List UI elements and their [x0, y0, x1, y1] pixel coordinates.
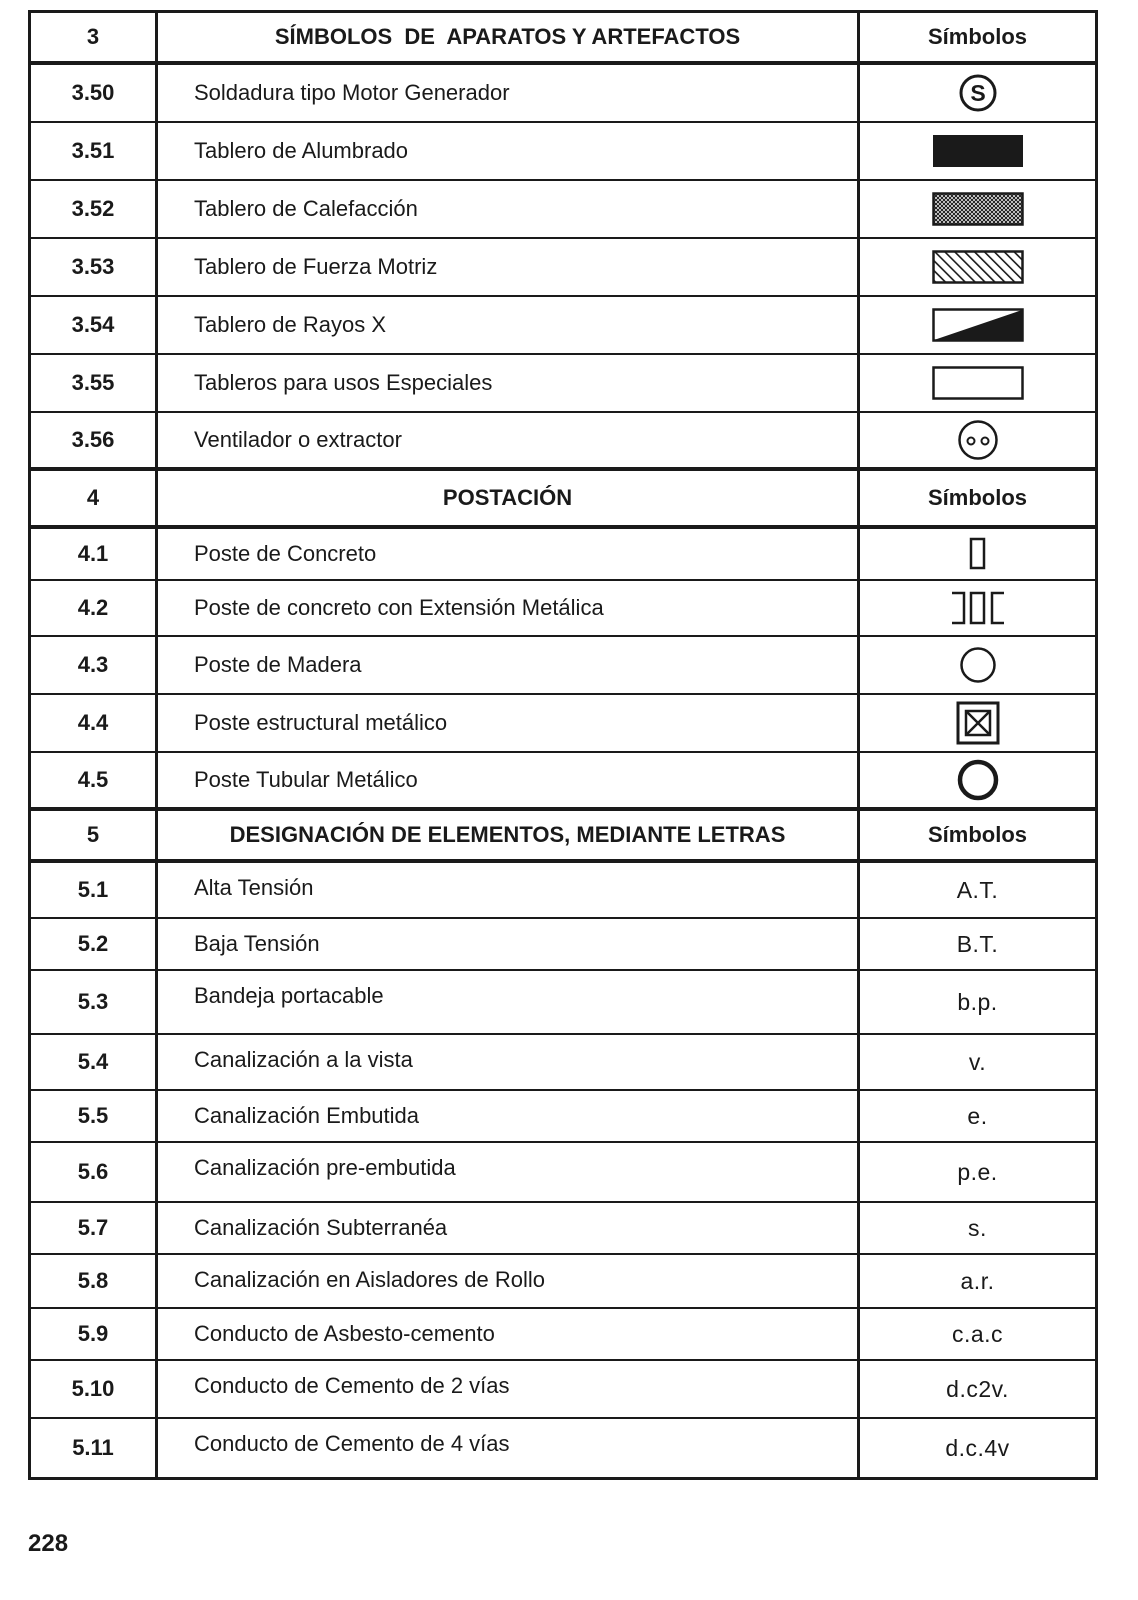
table-row: [31, 297, 1095, 355]
table-row: [31, 971, 1095, 1035]
item-description: [158, 1091, 860, 1141]
circled-s-glyph: S: [969, 80, 986, 106]
table-row: [31, 1309, 1095, 1361]
symbols-column-header: Símbolos: [927, 485, 1027, 510]
symbols-column-header: Símbolos: [927, 24, 1027, 49]
page-number: 228: [28, 1530, 69, 1557]
item-number: 5.5: [31, 1091, 158, 1141]
section-number: 5: [31, 811, 158, 859]
half-triangle-rectangle-icon: [932, 308, 1024, 342]
item-number: 3.53: [31, 239, 158, 295]
boxed-x-icon: [956, 701, 1000, 745]
item-symbol: b.p.: [957, 988, 998, 1015]
item-symbol: c.a.c: [951, 1320, 1004, 1347]
item-number: 5.4: [31, 1035, 158, 1089]
item-description-text: Baja Tensión: [194, 931, 320, 956]
table-row: [31, 1419, 1095, 1477]
item-symbol: [860, 355, 1095, 411]
item-symbol: d.c.4v: [945, 1434, 1010, 1461]
item-symbol: [860, 297, 1095, 353]
item-description: Tablero de Rayos X: [158, 297, 860, 353]
item-description-text: Canalización Subterranéa: [194, 1215, 448, 1240]
item-symbol: [860, 695, 1095, 751]
item-description-text: Canalización Embutida: [194, 1103, 420, 1128]
item-symbol: [860, 181, 1095, 237]
item-number: 5.1: [31, 863, 158, 917]
circled-s-icon: [958, 73, 998, 113]
table-row: [31, 239, 1095, 297]
item-description-text: Conducto de Cemento de 4 vías: [194, 1431, 510, 1456]
item-description: Ventilador o extractor: [158, 413, 860, 467]
item-symbol: p.e.: [957, 1158, 998, 1185]
crosshatched-rectangle-icon: [932, 192, 1024, 226]
table-row: [31, 919, 1095, 971]
item-description: Poste de Madera: [158, 637, 860, 693]
section-title: SÍMBOLOS DE APARATOS Y ARTEFACTOS: [158, 13, 860, 61]
symbols-table: [28, 10, 1098, 1480]
item-description: [158, 971, 860, 1033]
table-row: [31, 123, 1095, 181]
item-symbol: [860, 65, 1095, 121]
table-row: [31, 529, 1095, 581]
item-description: Poste Tubular Metálico: [158, 753, 860, 807]
table-row: [31, 753, 1095, 811]
item-number: 5.7: [31, 1203, 158, 1253]
item-number: 5.6: [31, 1143, 158, 1201]
item-symbol: [860, 753, 1095, 807]
item-number: 5.8: [31, 1255, 158, 1307]
item-description: [158, 1309, 860, 1359]
table-row: [31, 1091, 1095, 1143]
bracketed-rectangle-icon: [950, 590, 1006, 626]
circle-two-dots-icon: [957, 419, 999, 461]
item-number: 4.2: [31, 581, 158, 635]
item-description: [158, 1361, 860, 1417]
table-row: [31, 1255, 1095, 1309]
diagonal-hatched-rectangle-icon: [932, 250, 1024, 284]
item-description: [158, 919, 860, 969]
item-symbol: [860, 239, 1095, 295]
item-description-text: Canalización en Aisladores de Rollo: [194, 1267, 545, 1292]
item-description-text: Bandeja portacable: [194, 983, 384, 1008]
item-number: 3.51: [31, 123, 158, 179]
section-title: DESIGNACIÓN DE ELEMENTOS, MEDIANTE LETRAS: [158, 811, 860, 859]
item-number: 3.55: [31, 355, 158, 411]
item-description-text: Canalización pre-embutida: [194, 1155, 456, 1180]
item-number: 4.3: [31, 637, 158, 693]
item-symbol: e.: [967, 1102, 988, 1129]
item-description: Tablero de Calefacción: [158, 181, 860, 237]
small-rectangle-icon: [969, 537, 987, 571]
item-description: [158, 1203, 860, 1253]
item-symbol: [860, 413, 1095, 467]
item-description: [158, 1143, 860, 1201]
item-number: 5.3: [31, 971, 158, 1033]
item-description: [158, 1255, 860, 1307]
section-header-4: [31, 471, 1095, 529]
table-row: [31, 1203, 1095, 1255]
item-symbol: [860, 123, 1095, 179]
item-description: Tablero de Fuerza Motriz: [158, 239, 860, 295]
symbols-column-header: Símbolos: [927, 822, 1027, 847]
item-description-text: Conducto de Asbesto-cemento: [194, 1321, 495, 1346]
item-description: Poste de concreto con Extensión Metálica: [158, 581, 860, 635]
item-symbol: B.T.: [956, 930, 999, 957]
item-description: Poste de Concreto: [158, 529, 860, 579]
section-header-5: [31, 811, 1095, 863]
item-number: 5.2: [31, 919, 158, 969]
item-number: 5.9: [31, 1309, 158, 1359]
table-row: [31, 65, 1095, 123]
table-row: [31, 181, 1095, 239]
item-symbol: A.T.: [956, 876, 999, 903]
item-description: [158, 1035, 860, 1089]
item-description: Soldadura tipo Motor Generador: [158, 65, 860, 121]
item-number: 4.4: [31, 695, 158, 751]
item-number: 4.5: [31, 753, 158, 807]
empty-rectangle-icon: [932, 366, 1024, 400]
item-description-text: Canalización a la vista: [194, 1047, 413, 1072]
section-title: POSTACIÓN: [158, 471, 860, 525]
item-symbol: s.: [968, 1214, 987, 1241]
item-description-text: Alta Tensión: [194, 875, 314, 900]
item-number: 5.11: [31, 1419, 158, 1477]
table-row: [31, 413, 1095, 471]
table-row: [31, 1143, 1095, 1203]
item-symbol: d.c2v.: [946, 1375, 1009, 1402]
thick-circle-icon: [956, 758, 1000, 802]
thin-circle-icon: [958, 645, 998, 685]
table-row: [31, 695, 1095, 753]
item-number: 3.50: [31, 65, 158, 121]
table-row: [31, 355, 1095, 413]
item-number: 5.10: [31, 1361, 158, 1417]
item-description: [158, 1419, 860, 1477]
table-row: [31, 863, 1095, 919]
item-symbol: [860, 529, 1095, 579]
item-symbol: a.r.: [960, 1267, 995, 1294]
item-number: 3.52: [31, 181, 158, 237]
section-number: 3: [31, 13, 158, 61]
item-description-text: Conducto de Cemento de 2 vías: [194, 1373, 510, 1398]
item-description: Tablero de Alumbrado: [158, 123, 860, 179]
item-number: 4.1: [31, 529, 158, 579]
item-description: Poste estructural metálico: [158, 695, 860, 751]
item-description: Tableros para usos Especiales: [158, 355, 860, 411]
item-number: 3.54: [31, 297, 158, 353]
table-row: [31, 581, 1095, 637]
table-row: [31, 1035, 1095, 1091]
item-symbol: [860, 581, 1095, 635]
solid-rectangle-icon: [932, 134, 1024, 168]
item-symbol: [860, 637, 1095, 693]
section-header-3: [31, 13, 1095, 65]
table-row: [31, 1361, 1095, 1419]
item-number: 3.56: [31, 413, 158, 467]
table-row: [31, 637, 1095, 695]
item-symbol: v.: [968, 1048, 987, 1075]
section-number: 4: [31, 471, 158, 525]
item-description: [158, 863, 860, 917]
